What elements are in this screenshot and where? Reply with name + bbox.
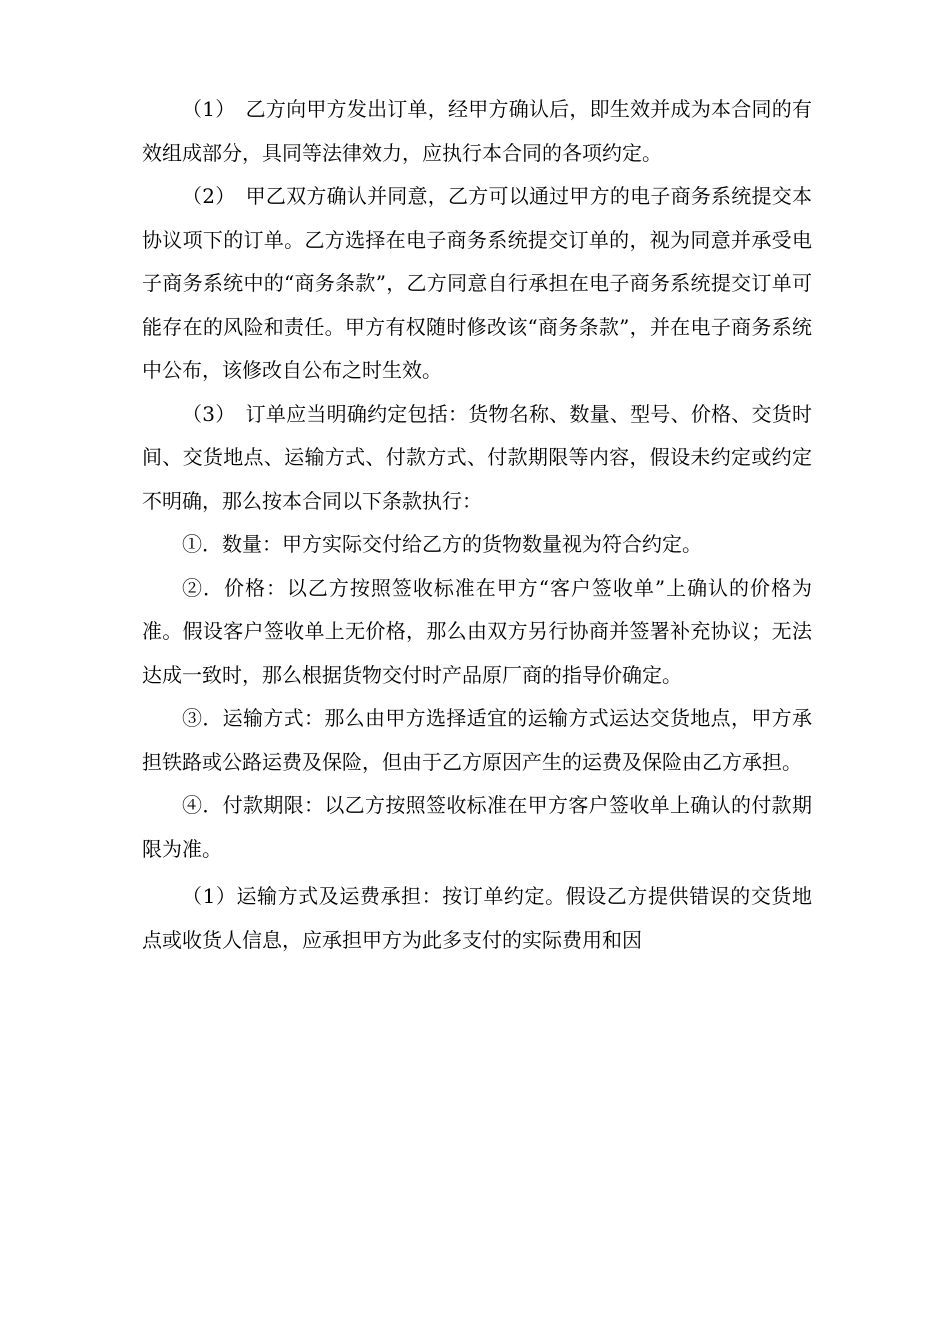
paragraph-quantity: ①．数量：甲方实际交付给乙方的货物数量视为符合约定。 [182, 532, 702, 556]
paragraph-order-terms: （3） 订单应当明确约定包括：货物名称、数量、型号、价格、交货时间、交货地点、运输方式、付款方式、付款期限等内容，假设未约定或约定不明确，那么按本合同以下条款执行： [142, 401, 812, 513]
paragraph-ecommerce-orders: （2） 甲乙双方确认并同意，乙方可以通过甲方的电子商务系统提交本协议项下的订单。乙方选择在电子商务系统提交订单的，视为同意并承受电子商务系统中的“商务条款”，乙方同意自行承担在电子商务系统提交订单可能存在的风险和责任。甲方有权随时修改该“商务条款”，并在电子商务系统中公布，该修改自公布之时生效。 [142, 184, 812, 382]
paragraph-transport-method: ③．运输方式：那么由甲方选择适宜的运输方式运达交货地点，甲方承担铁路或公路运费及保险，但由于乙方原因产生的运费及保险由乙方承担。 [142, 706, 812, 774]
paragraph-order-effect: （1） 乙方向甲方发出订单，经甲方确认后，即生效并成为本合同的有效组成部分，具同等法律效力，应执行本合同的各项约定。 [142, 97, 812, 165]
paragraph-transport-cost: （1）运输方式及运费承担：按订单约定。假设乙方提供错误的交货地点或收货人信息，应承担甲方为此多支付的实际费用和因 [142, 884, 812, 952]
paragraph-price: ②．价格：以乙方按照签收标准在甲方“客户签收单”上确认的价格为准。假设客户签收单上无价格，那么由双方另行协商并签署补充协议；无法达成一致时，那么根据货物交付时产品原厂商的指导价确定。 [142, 575, 812, 687]
document-body [142, 88, 812, 962]
paragraph-payment-term: ④．付款期限：以乙方按照签收标准在甲方客户签收单上确认的付款期限为准。 [142, 793, 812, 861]
